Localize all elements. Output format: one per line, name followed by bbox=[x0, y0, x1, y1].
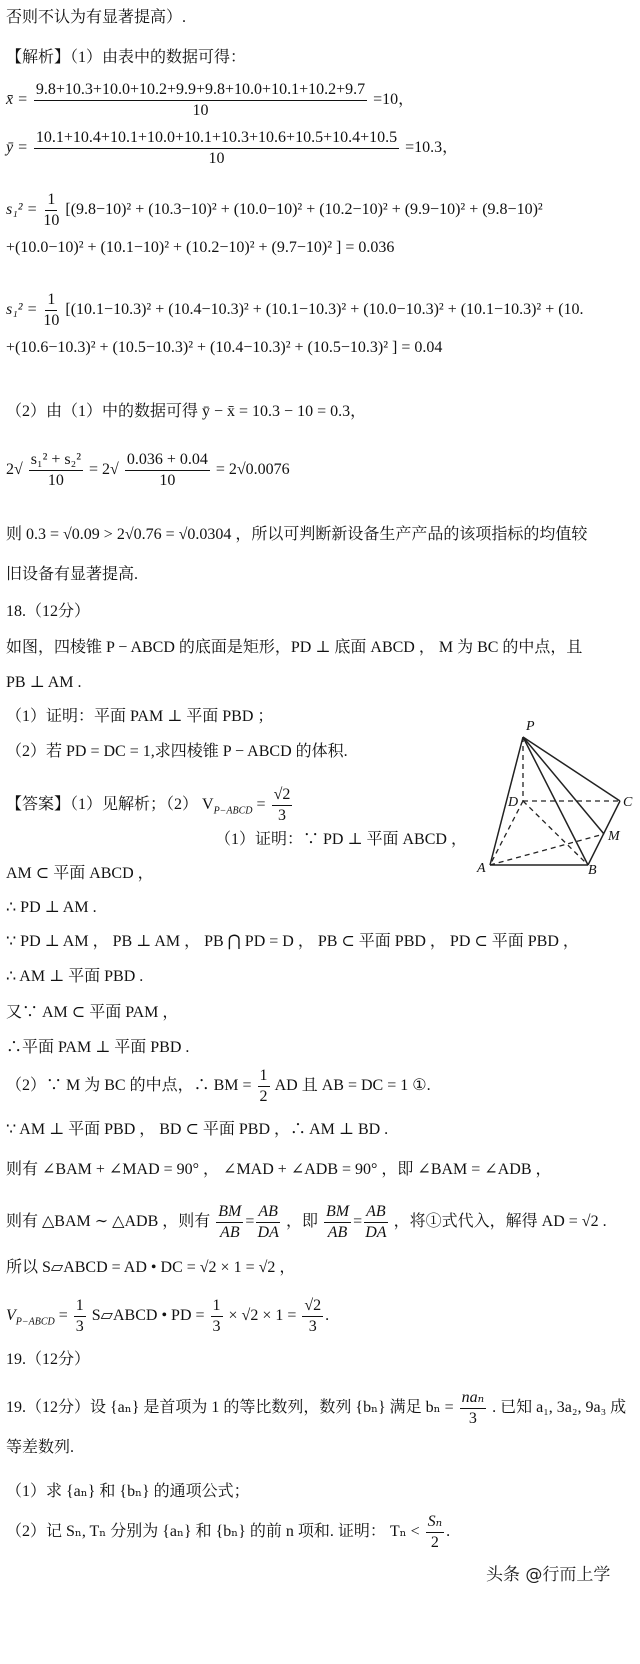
ybar-formula bbox=[6, 128, 458, 169]
numerator: naₙ bbox=[460, 1388, 486, 1409]
xbar-formula bbox=[6, 80, 414, 121]
proof-line bbox=[6, 1066, 431, 1107]
equals: = bbox=[252, 796, 266, 814]
denominator: 3 bbox=[212, 1318, 221, 1335]
analysis-heading: 【解析】（1）由表中的数据可得： bbox=[6, 49, 247, 66]
label-c: C bbox=[623, 795, 633, 810]
fraction bbox=[272, 785, 293, 826]
label-m: M bbox=[608, 829, 620, 844]
fraction bbox=[43, 290, 59, 331]
denominator: 10 bbox=[47, 472, 64, 489]
denominator: 10 bbox=[192, 102, 209, 119]
fraction bbox=[34, 128, 399, 169]
denominator: 10 bbox=[208, 150, 225, 167]
formula-lhs: x̄ = bbox=[6, 91, 28, 109]
fraction bbox=[302, 1296, 323, 1337]
numerator: AB bbox=[256, 1202, 280, 1223]
label-p: P bbox=[526, 719, 535, 734]
formula-lhs: ȳ = bbox=[6, 139, 28, 157]
watermark: 头条 @行而上学 bbox=[486, 1565, 611, 1585]
fraction bbox=[364, 1202, 388, 1243]
question-19-part2 bbox=[6, 1512, 450, 1553]
denominator: 10 bbox=[43, 312, 60, 329]
numerator: 1 bbox=[258, 1066, 270, 1087]
text-line: 则 0.3 = √0.09 > 2√0.76 = √0.0304 ，所以可判断新设备生产产品的该项指标的均值较 bbox=[6, 526, 588, 543]
formula-lhs: s₁² = bbox=[6, 301, 38, 319]
answer-line bbox=[6, 785, 294, 826]
subscript: P−ABCD bbox=[15, 1316, 55, 1328]
denominator: AB bbox=[327, 1224, 348, 1241]
fraction bbox=[125, 450, 210, 491]
text-line: 否则不认为有显著提高）. bbox=[6, 9, 187, 26]
denominator: AB bbox=[220, 1224, 240, 1241]
fraction bbox=[324, 1202, 351, 1243]
label-d: D bbox=[508, 795, 519, 810]
proof-line: ∵ PD ⊥ AM ， PB ⊥ AM ， PB ⋂ PD = D ， PB ⊂ 平面 PBD ， PD ⊂ 平面 PBD ， bbox=[6, 933, 579, 950]
text: . bbox=[446, 1523, 451, 1541]
proof-line: ∵ AM ⊥ 平面 PBD ， BD ⊂ 平面 PBD ，∴ AM ⊥ BD . bbox=[6, 1121, 389, 1138]
proof-line: ∴ PD ⊥ AM . bbox=[6, 899, 97, 916]
s1-formula-cont: +(10.0−10)² + (10.1−10)² + (10.2−10)² + (9.7−10)² ] = 0.036 bbox=[6, 239, 395, 256]
label-a: A bbox=[477, 861, 486, 876]
s1-formula bbox=[6, 190, 543, 231]
denominator: 3 bbox=[468, 1410, 477, 1427]
text-line: （1）求 {aₙ} 和 {bₙ} 的通项公式； bbox=[6, 1483, 250, 1500]
numerator: BM bbox=[216, 1202, 243, 1223]
answer-text: 【答案】（1）见解析；（2） V bbox=[6, 796, 214, 814]
s2-formula-cont: +(10.6−10.3)² + (10.5−10.3)² + (10.4−10.3)² + (10.5−10.3)² ] = 0.04 bbox=[6, 339, 443, 356]
denominator: 3 bbox=[277, 807, 286, 824]
numerator: √2 bbox=[302, 1296, 323, 1317]
proof-line: 则有 ∠BAM + ∠MAD = 90° ， ∠MAD + ∠ADB = 90° ，即 ∠BAM = ∠ADB ， bbox=[6, 1161, 552, 1178]
formula-rhs: =10.3， bbox=[405, 139, 459, 157]
denominator: DA bbox=[257, 1224, 279, 1241]
denominator: 10 bbox=[159, 472, 176, 489]
fraction bbox=[256, 1202, 280, 1243]
text: ，即 bbox=[285, 1213, 318, 1231]
text: . bbox=[325, 1307, 330, 1325]
proof-line: ∴ AM ⊥ 平面 PBD . bbox=[6, 968, 144, 985]
formula-body: [(9.8−10)² + (10.3−10)² + (10.0−10)² + (10.2−10)² + (9.9−10)² + (9.8−10)² bbox=[65, 201, 543, 219]
text: V bbox=[6, 1307, 16, 1325]
fraction bbox=[74, 1296, 86, 1337]
proof-line: ∴平面 PAM ⊥ 平面 PBD . bbox=[6, 1039, 190, 1056]
equals: = bbox=[245, 1213, 255, 1231]
text: （2）∵ M 为 BC 的中点，∴ BM = bbox=[6, 1077, 252, 1095]
fraction bbox=[426, 1512, 444, 1553]
text: ，将①式代入，解得 AD = √2 . bbox=[393, 1213, 607, 1231]
numerator: √2 bbox=[272, 785, 293, 806]
numerator: 1 bbox=[45, 290, 57, 311]
fraction bbox=[460, 1388, 486, 1429]
equals: = bbox=[54, 1307, 68, 1325]
subscript: P−ABCD bbox=[213, 805, 253, 817]
fraction bbox=[216, 1202, 243, 1243]
denominator: 3 bbox=[75, 1318, 84, 1335]
fraction bbox=[34, 80, 367, 121]
text: × √2 × 1 = bbox=[228, 1307, 297, 1325]
sqrt-formula bbox=[6, 450, 290, 491]
label-b: B bbox=[588, 863, 597, 878]
s2-formula bbox=[6, 290, 584, 331]
numerator: 0.036 + 0.04 bbox=[125, 450, 210, 471]
denominator: 2 bbox=[430, 1534, 439, 1551]
text: 则有 △BAM ∼ △ADB ，则有 bbox=[6, 1213, 211, 1231]
sqrt-prefix: 2√ bbox=[6, 461, 23, 479]
formula-lhs: s₁² = bbox=[6, 201, 38, 219]
denominator: 3 bbox=[308, 1318, 317, 1335]
numerator: BM bbox=[324, 1202, 351, 1223]
numerator: 1 bbox=[74, 1296, 86, 1317]
equals-sqrt: = 2√ bbox=[89, 461, 119, 479]
text-line: 旧设备有显著提高. bbox=[6, 566, 139, 583]
numerator: AB bbox=[364, 1202, 388, 1223]
text-line: 等差数列. bbox=[6, 1439, 75, 1456]
fraction bbox=[258, 1066, 270, 1107]
text: （2）记 Sₙ, Tₙ 分别为 {aₙ} 和 {bₙ} 的前 n 项和. 证明： Tₙ < bbox=[6, 1523, 420, 1541]
numerator: 9.8+10.3+10.0+10.2+9.9+9.8+10.0+10.1+10.2+9.7 bbox=[34, 80, 367, 101]
numerator: 10.1+10.4+10.1+10.0+10.1+10.3+10.6+10.5+10.4+10.5 bbox=[34, 128, 399, 149]
question-19-line bbox=[6, 1388, 626, 1429]
pyramid-figure bbox=[440, 660, 640, 880]
fraction bbox=[211, 1296, 223, 1337]
formula-body: [(10.1−10.3)² + (10.4−10.3)² + (10.1−10.3)² + (10.0−10.3)² + (10.1−10.3)² + (10. bbox=[65, 301, 584, 319]
text-line: 如图，四棱锥 P − ABCD 的底面是矩形，PD ⊥ 底面 ABCD ， M 为 BC 的中点，且 bbox=[6, 639, 583, 656]
text: . 已知 a₁, 3a₂, 9a₃ 成 bbox=[492, 1399, 627, 1417]
fraction bbox=[29, 450, 83, 491]
question-18-heading: 18.（12分） bbox=[6, 603, 91, 620]
proof-line bbox=[6, 1296, 329, 1337]
text-line: （1）证明：平面 PAM ⊥ 平面 PBD ； bbox=[6, 708, 274, 725]
denominator: 2 bbox=[259, 1088, 268, 1105]
question-19-heading: 19.（12分） bbox=[6, 1351, 91, 1368]
proof-line bbox=[6, 1202, 607, 1243]
denominator: DA bbox=[365, 1224, 387, 1241]
numerator: s₁² + s₂² bbox=[29, 450, 83, 471]
formula-rhs: = 2√0.0076 bbox=[215, 461, 290, 479]
proof-line: （1）证明：∵ PD ⊥ 平面 ABCD ， bbox=[215, 831, 467, 848]
text: AD 且 AB = DC = 1 ①. bbox=[274, 1077, 431, 1095]
text: S▱ABCD • PD = bbox=[91, 1307, 205, 1325]
equals: = bbox=[353, 1213, 363, 1231]
formula-rhs: =10， bbox=[373, 91, 415, 109]
numerator: 1 bbox=[45, 190, 57, 211]
proof-line: AM ⊂ 平面 ABCD ， bbox=[6, 865, 154, 882]
numerator: 1 bbox=[211, 1296, 223, 1317]
proof-line: 又∵ AM ⊂ 平面 PAM ， bbox=[6, 1004, 179, 1021]
proof-line: 所以 S▱ABCD = AD • DC = √2 × 1 = √2 ， bbox=[6, 1259, 296, 1276]
text-line: （2）由（1）中的数据可得 ȳ − x̄ = 10.3 − 10 = 0.3， bbox=[6, 403, 367, 420]
denominator: 10 bbox=[43, 212, 60, 229]
text-line: PB ⊥ AM . bbox=[6, 674, 82, 691]
text: 19.（12分）设 {aₙ} 是首项为 1 的等比数列，数列 {bₙ} 满足 bₙ = bbox=[6, 1399, 454, 1417]
text-line: （2）若 PD = DC = 1,求四棱锥 P − ABCD 的体积. bbox=[6, 743, 348, 760]
fraction bbox=[43, 190, 59, 231]
numerator: Sₙ bbox=[426, 1512, 444, 1533]
